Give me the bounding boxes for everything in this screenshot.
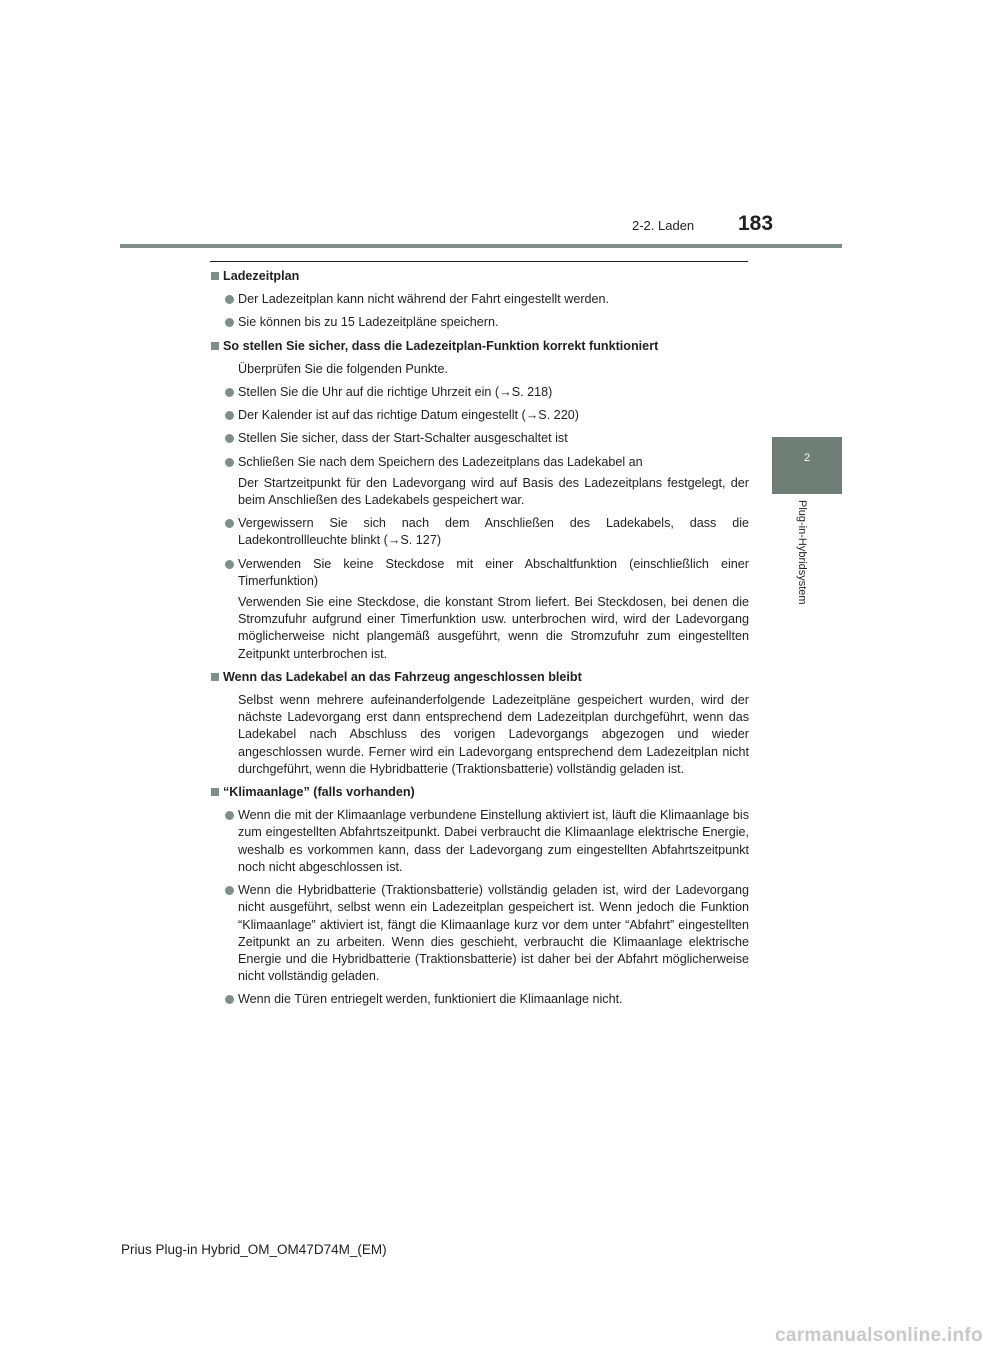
- section-heading: Ladezeitplan: [211, 268, 749, 285]
- bullet-item: Der Ladezeitplan kann nicht während der Fahrt eingestellt werden.: [211, 291, 749, 308]
- bullet-detail: Verwenden Sie eine Steckdose, die konstant Strom liefert. Bei Steckdosen, bei denen die Stromzufuhr aufgrund einer Timerfunktion usw. unterbrochen wird, wird der Ladevorgang möglicherweise nicht plangemäß ausgeführt, wenn die Stromzufuhr zum eingestellten Zeitpunkt unterbrochen ist.: [238, 595, 749, 661]
- page-number: 183: [738, 212, 774, 235]
- bullet-item: Der Kalender ist auf das richtige Datum eingestellt (→S. 220): [211, 407, 749, 424]
- manual-id: Prius Plug-in Hybrid_OM_OM47D74M_(EM): [121, 1242, 387, 1257]
- circle-bullet-icon: [225, 434, 234, 443]
- circle-bullet-icon: [225, 318, 234, 327]
- circle-bullet-icon: [225, 886, 234, 895]
- square-bullet-icon: [211, 272, 219, 280]
- square-bullet-icon: [211, 673, 219, 681]
- bullet-detail: Der Startzeitpunkt für den Ladevorgang wird auf Basis des Ladezeitplans festgelegt, der beim Anschließen des Ladekabels gespeichert war.: [238, 475, 749, 508]
- circle-bullet-icon: [225, 388, 234, 397]
- bullet-item: Wenn die Hybridbatterie (Traktionsbatterie) vollständig geladen ist, wird der Ladevorgang nicht ausgeführt, selbst wenn ein Ladezeitplan gespeichert ist. Wenn jedoch die Funktion “Klimaanlage” aktiviert ist, fängt die Klimaanlage kurz vor dem unter “Abfahrt” eingestellten Zeitpunkt an zu arbeiten. Wenn dies geschieht, verbraucht die Klimaanlage elektrische Energie und die Hybridbatterie (Traktionsbatterie) ist daher bei der Abfahrt möglicherweise nicht vollständig geladen.: [211, 882, 749, 985]
- bullet-item: Stellen Sie die Uhr auf die richtige Uhrzeit ein (→S. 218): [211, 384, 749, 401]
- circle-bullet-icon: [225, 519, 234, 528]
- circle-bullet-icon: [225, 811, 234, 820]
- bullet-item: Verwenden Sie keine Steckdose mit einer Abschaltfunktion (einschließlich einer Timerfunktion): [211, 556, 749, 590]
- circle-bullet-icon: [225, 458, 234, 467]
- circle-bullet-icon: [225, 295, 234, 304]
- section-heading: “Klimaanlage” (falls vorhanden): [211, 784, 749, 801]
- bullet-item: Sie können bis zu 15 Ladezeitpläne speichern.: [211, 314, 749, 331]
- page-content: [211, 268, 749, 1009]
- circle-bullet-icon: [225, 560, 234, 569]
- square-bullet-icon: [211, 342, 219, 350]
- watermark: carmanualsonline.info: [775, 1325, 983, 1346]
- bullet-item: Schließen Sie nach dem Speichern des Ladezeitplans das Ladekabel an: [211, 454, 749, 471]
- bullet-item: Vergewissern Sie sich nach dem Anschließen des Ladekabels, dass die Ladekontrollleuchte blinkt (→S. 127): [211, 515, 749, 549]
- square-bullet-icon: [211, 788, 219, 796]
- chapter-label: Plug-in-Hybridsystem: [796, 500, 808, 605]
- chapter-tab: [772, 437, 842, 494]
- section-heading: Wenn das Ladekabel an das Fahrzeug angeschlossen bleibt: [211, 669, 749, 686]
- paragraph: Überprüfen Sie die folgenden Punkte.: [238, 361, 449, 376]
- content-top-rule: [210, 261, 748, 262]
- section-heading: So stellen Sie sicher, dass die Ladezeitplan-Funktion korrekt funktioniert: [211, 338, 749, 355]
- chapter-number: 2: [803, 452, 811, 464]
- bullet-item: Wenn die mit der Klimaanlage verbundene Einstellung aktiviert ist, läuft die Klimaanlage bis zum eingestellten Abfahrtszeitpunkt. Dabei verbraucht die Klimaanlage elektrische Energie, weshalb es vorkommen kann, dass der Ladevorgang zum eingestellten Abfahrtszeitpunkt noch nicht abgeschlossen ist.: [211, 807, 749, 876]
- section-title: 2-2. Laden: [632, 218, 695, 233]
- bullet-item: Stellen Sie sicher, dass der Start-Schalter ausgeschaltet ist: [211, 430, 749, 447]
- circle-bullet-icon: [225, 411, 234, 420]
- circle-bullet-icon: [225, 995, 234, 1004]
- bullet-item: Wenn die Türen entriegelt werden, funktioniert die Klimaanlage nicht.: [211, 991, 749, 1008]
- header-divider: [120, 244, 842, 248]
- paragraph: Selbst wenn mehrere aufeinanderfolgende Ladezeitpläne gespeichert wurden, wird der nächste Ladevorgang erst dann entsprechend dem Ladezeitplan durchgeführt, wenn das Ladekabel nach Abschluss des vorigen Ladevorgangs abgezogen und wieder angeschlossen wurde. Ferner wird ein Ladevorgang entsprechend dem Ladezeitplan nicht durchgeführt, wenn die Hybridbatterie (Traktionsbatterie) vollständig geladen ist.: [238, 693, 749, 776]
